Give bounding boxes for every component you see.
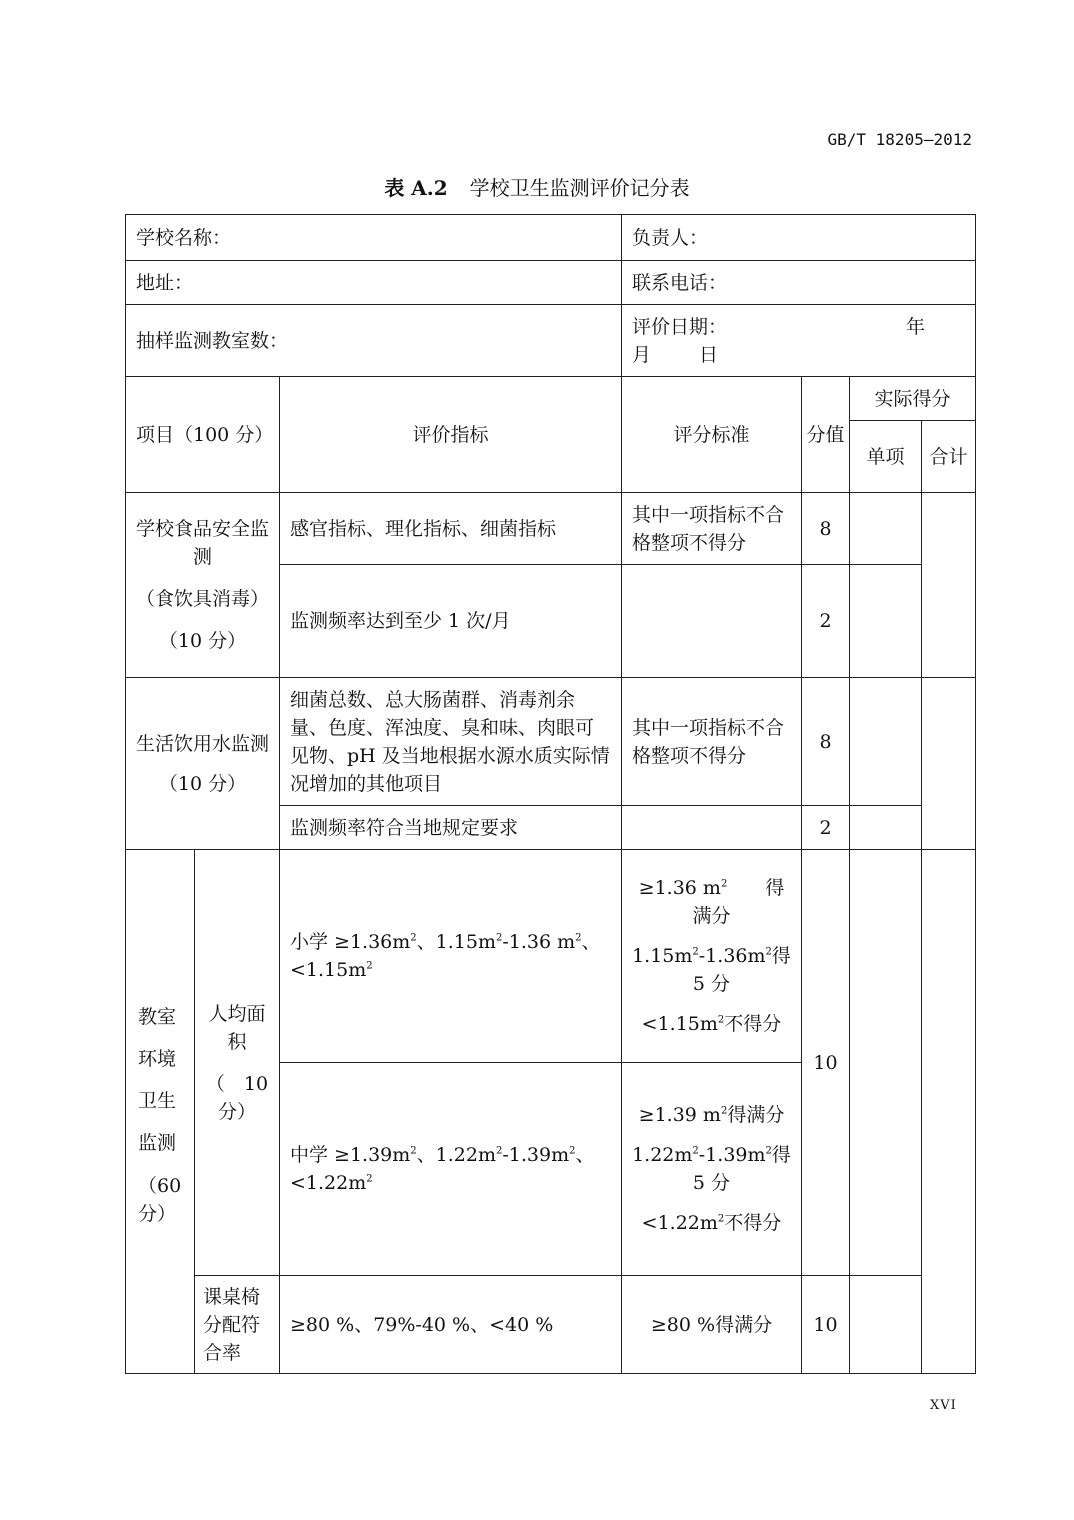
food-item-name: 学校食品安全监测 (136, 518, 270, 568)
food-indicator-2: 监测频率达到至少 1 次/月 (280, 565, 622, 678)
area-score: 10 (802, 850, 850, 1276)
classroom-item-name-4: 监测 (138, 1131, 177, 1154)
food-total-score[interactable] (922, 493, 976, 678)
person-in-charge-label: 负责人： (622, 215, 976, 261)
food-score-1: 8 (802, 493, 850, 565)
area-item-cell (195, 850, 280, 1276)
area-primary-standard (622, 850, 802, 1063)
eval-date-month: 月 (632, 343, 652, 366)
water-item-points: （10 分） (158, 772, 247, 795)
standard-code: GB/T 18205—2012 (827, 130, 972, 149)
water-indicator-2: 监测频率符合当地规定要求 (280, 806, 622, 850)
desk-indicator: ≥80 %、79%-40 %、<40 % (280, 1276, 622, 1374)
phone-label: 联系电话： (622, 261, 976, 305)
food-single-score-2[interactable] (850, 565, 922, 678)
food-indicator-1: 感官指标、理化指标、细菌指标 (280, 493, 622, 565)
water-single-score-1[interactable] (850, 678, 922, 806)
food-item-cell (126, 493, 280, 678)
water-single-score-2[interactable] (850, 806, 922, 850)
water-standard-2 (622, 806, 802, 850)
desk-score: 10 (802, 1276, 850, 1374)
classroom-item-name-3: 卫生 (138, 1089, 177, 1112)
area-middle-indicator: 中学 $\ge 1.39m^2$、$1.22m^2-1.39m^2$、$<1.22m^2$ (280, 1063, 622, 1276)
water-item-cell (126, 678, 280, 850)
food-single-score-1[interactable] (850, 493, 922, 565)
area-primary-indicator: 小学 $\ge 1.36m^2$、$1.15m^2-1.36$ $m^2$、$<1.15m^2$ (280, 850, 622, 1063)
water-score-2: 2 (802, 806, 850, 850)
water-indicator-1: 细菌总数、总大肠菌群、消毒剂余量、色度、浑浊度、臭和味、肉眼可见物、pH 及当地根据水源水质实际情况增加的其他项目 (280, 678, 622, 806)
classroom-total-score[interactable] (922, 850, 976, 1374)
food-standard-1: 其中一项指标不合格整项不得分 (622, 493, 802, 565)
table-title (0, 172, 1074, 201)
area-middle-standard-1: ≥1.39 $m^2$得满分 (638, 1104, 785, 1126)
water-total-score[interactable] (922, 678, 976, 850)
water-score-1: 8 (802, 678, 850, 806)
col-actual-header: 实际得分 (850, 377, 976, 421)
water-item-name: 生活饮用水监测 (136, 732, 270, 755)
evaluation-score-table (125, 214, 976, 1374)
area-primary-standard-2: $1.15m^2-1.36m^2$得 5 分 (632, 945, 791, 995)
classroom-item-points: （60 分） (138, 1174, 182, 1225)
food-item-subname: （食饮具消毒） (136, 588, 270, 610)
area-single-score[interactable] (850, 850, 922, 1276)
desk-standard: ≥80 %得满分 (622, 1276, 802, 1374)
area-primary-standard-3: $<1.15m^2$不得分 (641, 1013, 782, 1035)
area-primary-standard-1: ≥1.36 $m^2$ 得满分 (638, 877, 785, 927)
classroom-item-name-2: 环境 (138, 1047, 177, 1070)
water-standard-1: 其中一项指标不合格整项不得分 (622, 678, 802, 806)
table-number: 表 A.2 (384, 176, 448, 200)
area-middle-standard-3: $<1.22m^2$不得分 (641, 1212, 782, 1234)
classroom-item-cell (126, 850, 195, 1374)
address-label: 地址： (126, 261, 622, 305)
desk-single-score[interactable] (850, 1276, 922, 1374)
eval-date-label: 评价日期： (632, 315, 728, 338)
col-indicator-header: 评价指标 (280, 377, 622, 493)
col-score-header: 分值 (802, 377, 850, 493)
table-title-text: 学校卫生监测评价记分表 (469, 176, 690, 200)
area-middle-standard (622, 1063, 802, 1276)
desk-item-name: 课桌椅分配符合率 (195, 1276, 280, 1374)
col-standard-header: 评分标准 (622, 377, 802, 493)
eval-date-year: 年 (906, 315, 926, 338)
area-middle-standard-2: $1.22m^2-1.39m^2$得 5 分 (632, 1144, 791, 1194)
eval-date-day: 日 (699, 343, 719, 366)
col-single-header: 单项 (850, 421, 922, 493)
area-item-points: （ 10 分） (205, 1072, 269, 1123)
food-item-points: （10 分） (158, 630, 247, 652)
page-number: XVI (930, 1398, 957, 1413)
school-name-label: 学校名称： (126, 215, 622, 261)
food-score-2: 2 (802, 565, 850, 678)
food-standard-2 (622, 565, 802, 678)
eval-date-cell (622, 305, 976, 377)
classroom-item-name-1: 教室 (138, 1005, 177, 1028)
area-item-name: 人均面积 (208, 1002, 266, 1053)
sample-rooms-label: 抽样监测教室数： (126, 305, 622, 377)
col-item-header: 项目（100 分） (126, 377, 280, 493)
col-total-header: 合计 (922, 421, 976, 493)
